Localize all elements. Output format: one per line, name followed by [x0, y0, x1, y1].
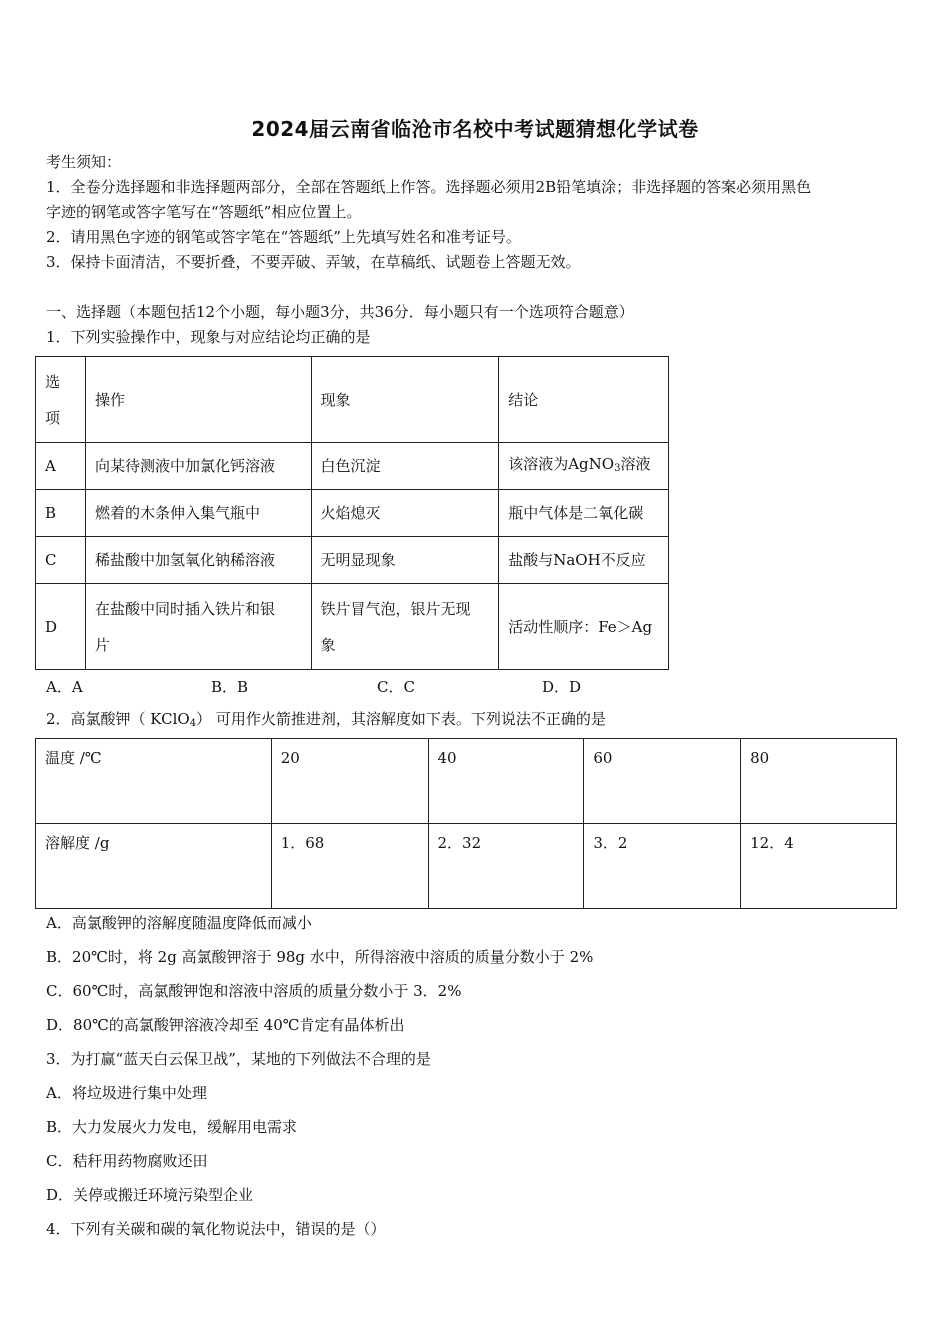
notice-item-1: 1．全卷分选择题和非选择题两部分，全部在答题纸上作答。选择题必须用2B铅笔填涂；非选择题的答案必须用黑色	[46, 178, 812, 196]
table-row: A 向某待测液中加氯化钙溶液 白色沉淀 该溶液为AgNO$_3$溶液	[36, 443, 669, 490]
q1-option-a[interactable]: A．A	[46, 678, 83, 696]
notice-item-1-cont: 字迹的钢笔或答字笔写在“答题纸”相应位置上。	[46, 203, 362, 221]
q4-stem: 4．下列有关碳和碳的氧化物说法中，错误的是（）	[46, 1220, 386, 1238]
table-row: 溶解度 /g 1．68 2．32 3．2 12．4	[36, 824, 897, 909]
table-row: B 燃着的木条伸入集气瓶中 火焰熄灭 瓶中气体是二氧化碳	[36, 490, 669, 537]
q3-option-b[interactable]: B．大力发展火力发电，缓解用电需求	[46, 1118, 298, 1136]
q1-stem: 1．下列实验操作中，现象与对应结论均正确的是	[46, 328, 371, 346]
table-row: 温度 /℃ 20 40 60 80	[36, 739, 897, 824]
q1-option-c[interactable]: C．C	[377, 678, 415, 696]
q3-option-a[interactable]: A．将垃圾进行集中处理	[46, 1084, 207, 1102]
q3-stem: 3．为打赢“蓝天白云保卫战”，某地的下列做法不合理的是	[46, 1050, 431, 1068]
q1-header-operation: 操作	[85, 357, 311, 443]
q2-table	[35, 738, 897, 909]
q1-option-d[interactable]: D．D	[542, 678, 582, 696]
q1-header-conclusion: 结论	[499, 357, 669, 443]
q1-header-phenomenon: 现象	[311, 357, 499, 443]
q1-header-option: 选 项	[36, 357, 86, 443]
notice-heading: 考生须知：	[46, 153, 122, 171]
section-heading: 一、选择题（本题包括12个小题，每小题3分，共36分．每小题只有一个选项符合题意）	[46, 303, 634, 321]
page-title: 2024届云南省临沧市名校中考试题猜想化学试卷	[251, 117, 699, 141]
table-row: D 在盐酸中同时插入铁片和银 片 铁片冒气泡，银片无现 象 活动性顺序：Fe＞Ag	[36, 584, 669, 670]
q1-option-b[interactable]: B．B	[211, 678, 249, 696]
notice-item-3: 3．保持卡面清洁，不要折叠，不要弄破、弄皱，在草稿纸、试题卷上答题无效。	[46, 253, 581, 271]
q2-option-d[interactable]: D．80℃的高氯酸钾溶液冷却至 40℃肯定有晶体析出	[46, 1016, 405, 1034]
q2-option-a[interactable]: A．高氯酸钾的溶解度随温度降低而减小	[46, 914, 312, 932]
q1-header-row	[36, 357, 669, 443]
q3-option-c[interactable]: C．秸秆用药物腐败还田	[46, 1152, 208, 1170]
table-row: C 稀盐酸中加氢氧化钠稀溶液 无明显现象 盐酸与NaOH不反应	[36, 537, 669, 584]
notice-item-2: 2．请用黑色字迹的钢笔或答字笔在“答题纸”上先填写姓名和准考证号。	[46, 228, 521, 246]
q1-table	[35, 356, 669, 670]
q1-row-a-conclusion: 该溶液为AgNO$_3$溶液	[499, 443, 669, 490]
q2-option-c[interactable]: C．60℃时，高氯酸钾饱和溶液中溶质的质量分数小于 3．2%	[46, 982, 462, 1000]
q2-stem: 2．高氯酸钾（ KClO$_4$） 可用作火箭推进剂，其溶解度如下表。下列说法不正确的是	[46, 710, 606, 729]
q3-option-d[interactable]: D．关停或搬迁环境污染型企业	[46, 1186, 254, 1204]
q2-option-b[interactable]: B．20℃时，将 2g 高氯酸钾溶于 98g 水中，所得溶液中溶质的质量分数小于 2%	[46, 948, 594, 966]
